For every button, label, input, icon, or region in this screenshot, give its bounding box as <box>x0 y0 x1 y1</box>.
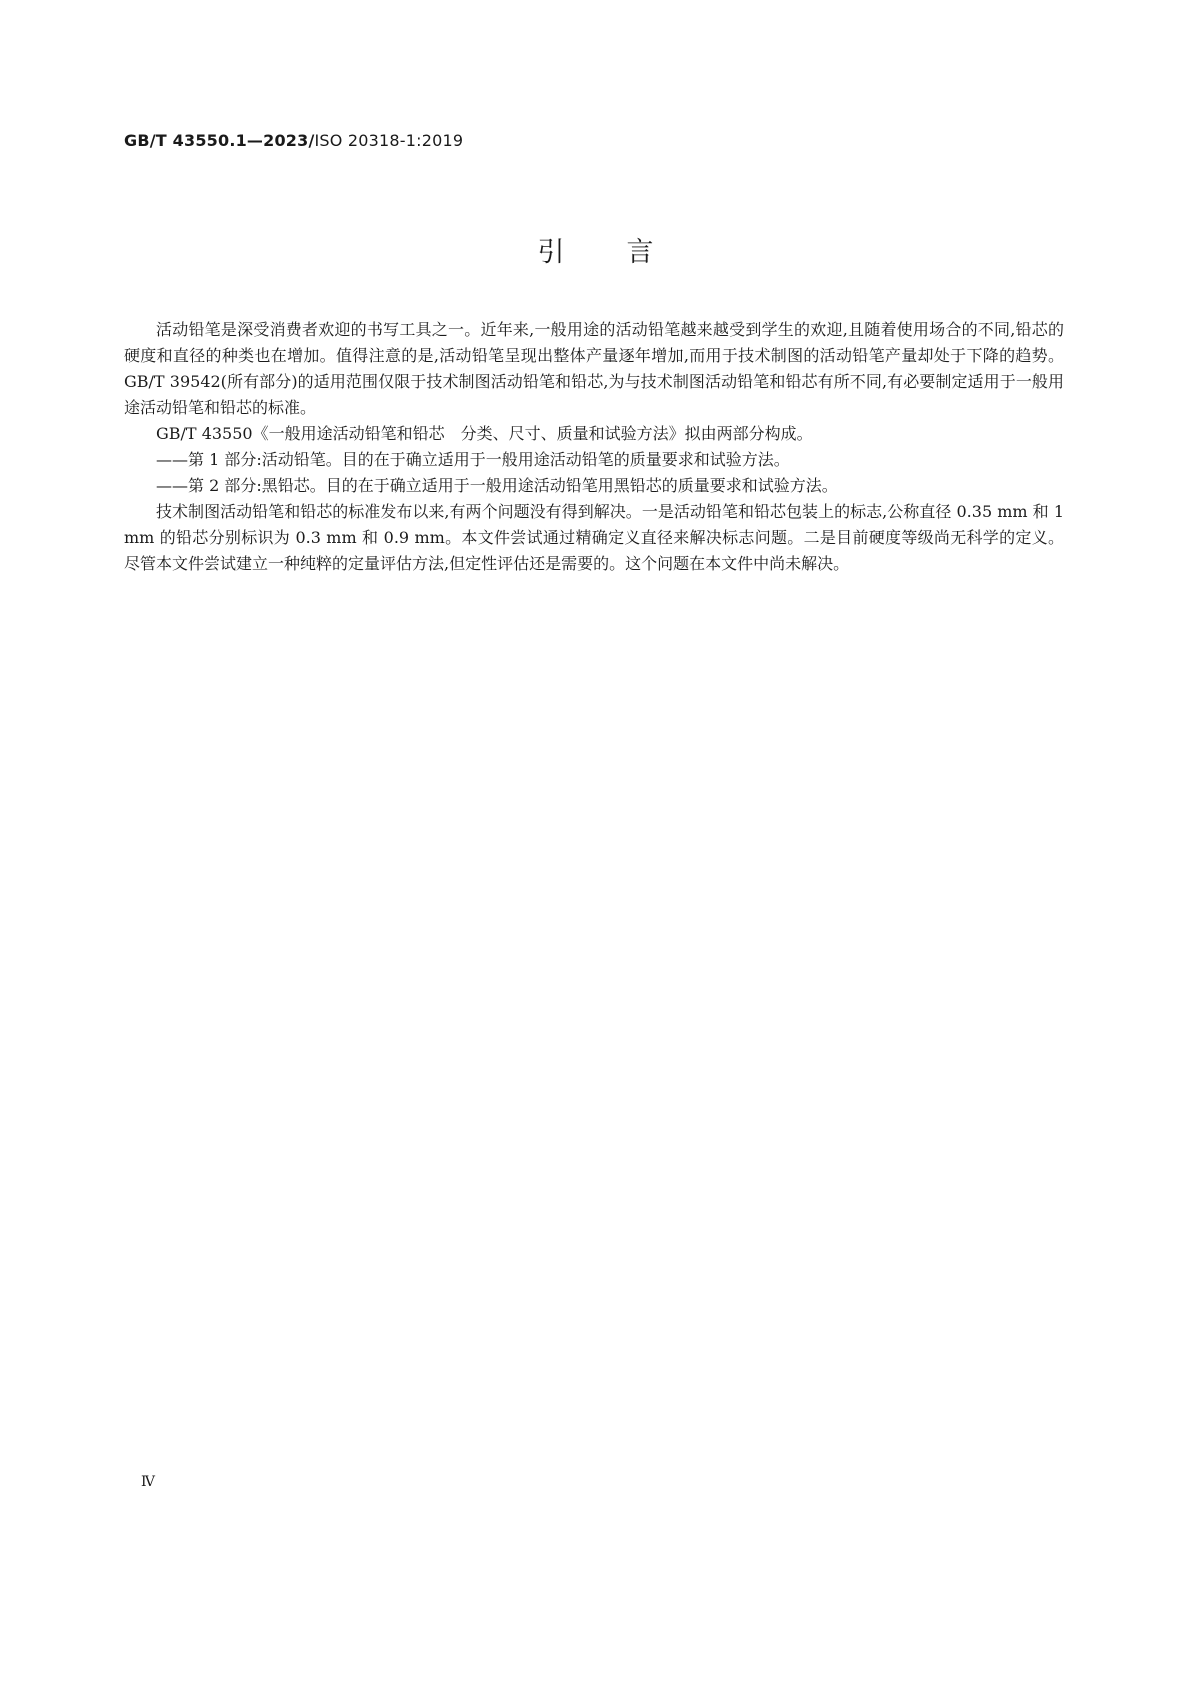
list-item-part-2: ——第 2 部分:黑铅芯。目的在于确立适用于一般用途活动铅笔用黑铅芯的质量要求和试验方法。 <box>156 476 838 495</box>
list-item-part-1: ——第 1 部分:活动铅笔。目的在于确立适用于一般用途活动铅笔的质量要求和试验方法。 <box>156 450 790 469</box>
iso-number: ISO 20318-1:2019 <box>314 131 464 150</box>
standard-number: GB/T 43550.1—2023/ <box>124 131 315 150</box>
structure-paragraph: GB/T 43550《一般用途活动铅笔和铅芯 分类、尺寸、质量和试验方法》拟由两部分构成。 <box>156 424 813 443</box>
page-title: 引言 <box>537 237 716 268</box>
document-body <box>124 317 1064 577</box>
page-number: Ⅳ <box>141 1474 155 1490</box>
intro-paragraph: 活动铅笔是深受消费者欢迎的书写工具之一。近年来,一般用途的活动铅笔越来越受到学生的欢迎,且随着使用场合的不同,铅芯的硬度和直径的种类也在增加。值得注意的是,活动铅笔呈现出整体产量逐年增加,而用于技术制图的活动铅笔产量却处于下降的趋势。GB/T 39542(所有部分)的适用范围仅限于技术制图活动铅笔和铅芯,为与技术制图活动铅笔和铅芯有所不同,有必要制定适用于一般用途活动铅笔和铅芯的标准。 <box>124 320 1064 417</box>
closing-paragraph: 技术制图活动铅笔和铅芯的标准发布以来,有两个问题没有得到解决。一是活动铅笔和铅芯包装上的标志,公称直径 0.35 mm 和 1 mm 的铅芯分别标识为 0.3 mm 和 0.9 mm。本文件尝试通过精确定义直径来解决标志问题。二是目前硬度等级尚无科学的定义。尽管本文件尝试建立一种纯粹的定量评估方法,但定性评估还是需要的。这个问题在本文件中尚未解决。 <box>124 502 1064 573</box>
document-header <box>124 131 463 150</box>
